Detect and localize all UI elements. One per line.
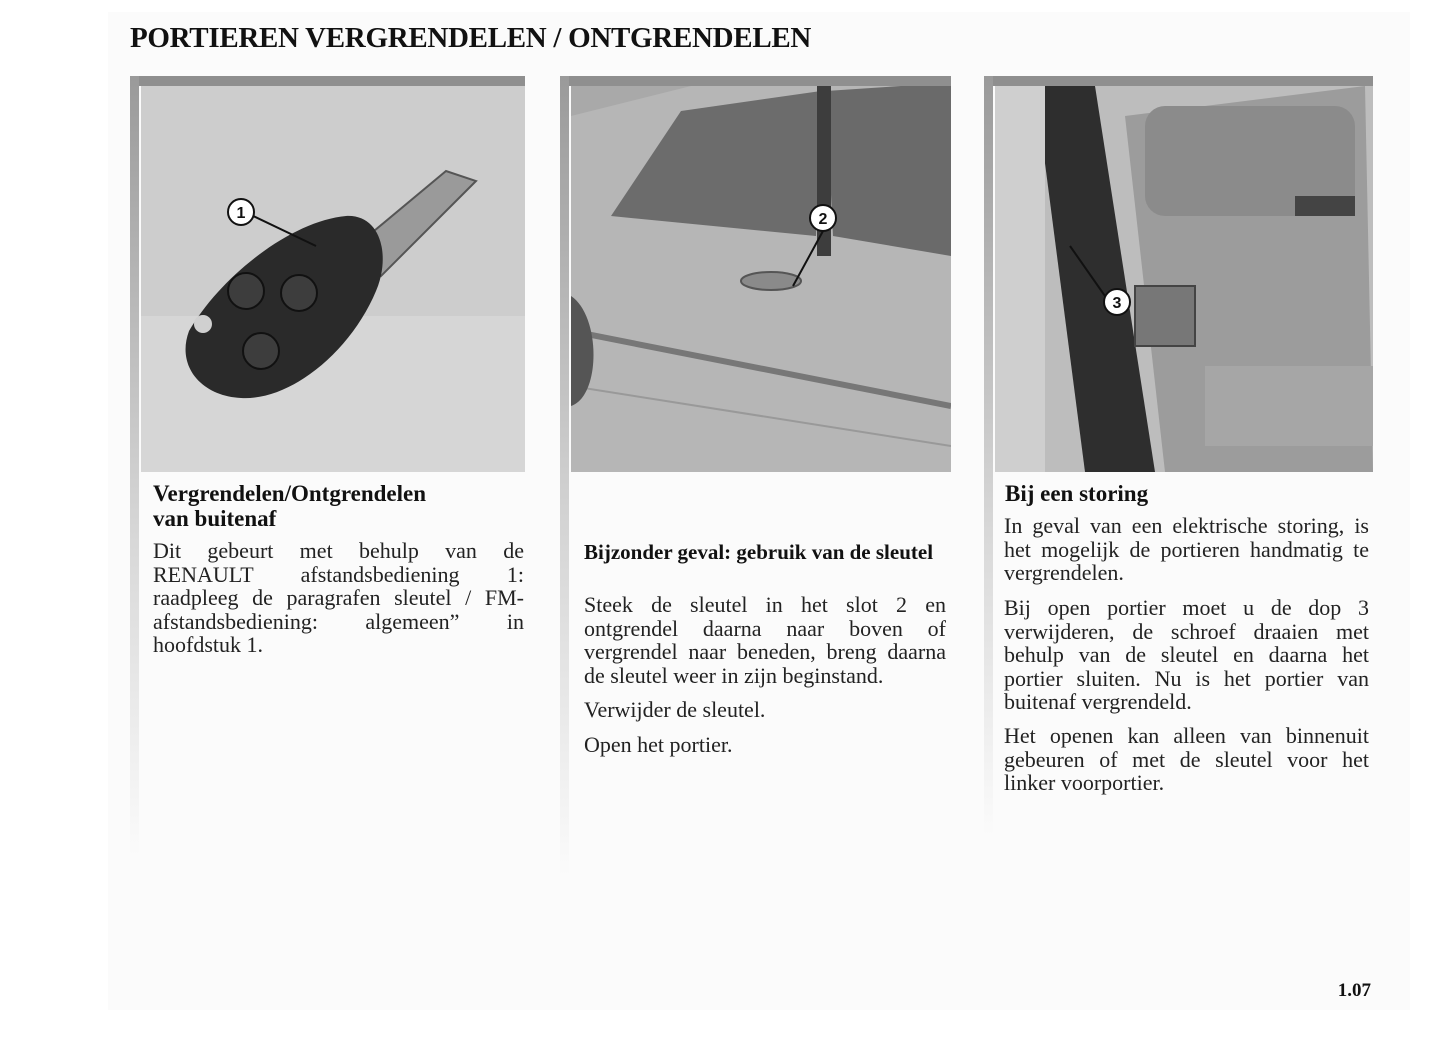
- page-number: 1.07: [1337, 980, 1371, 1001]
- column-2-paragraph-3: Open het portier.: [584, 732, 733, 757]
- remote-key-photo: [141, 86, 525, 472]
- column-3-top-bar: [984, 76, 1373, 86]
- column-2-paragraph-1: Steek de sleutel in het slot 2 en ontgrendel daarna naar boven of vergrendel naar beneden, breng daarna de sleutel weer in zijn beginstand.: [584, 592, 946, 688]
- column-3-paragraph-3: Het openen kan alleen van binnenuit gebeuren of met de sleutel voor het linker voorportier.: [1004, 723, 1369, 795]
- door-lock-illustration: [995, 86, 1373, 472]
- column-1-heading: [153, 481, 525, 531]
- column-2-paragraph-2: Verwijder de sleutel.: [584, 697, 766, 722]
- callout-2: 2: [818, 211, 828, 228]
- column-1-side-bar: [130, 76, 139, 856]
- callout-1: 1: [236, 205, 246, 222]
- column-3-heading: Bij een storing: [1005, 481, 1149, 506]
- column-2-heading: Bijzonder geval: gebruik van de sleutel: [584, 540, 934, 564]
- car-door-photo: [571, 86, 951, 472]
- column-1-heading-line2: van buitenaf: [153, 506, 277, 531]
- car-door-illustration: [571, 86, 951, 472]
- column-3-paragraph-1: In geval van een elektrische storing, is het mogelijk de portieren handmatig te vergrendelen.: [1004, 513, 1369, 585]
- callout-3: 3: [1112, 295, 1122, 312]
- column-1-paragraph: Dit gebeurt met behulp van de RENAULT afstandsbediening 1: raadpleeg de paragrafen sleutel / FM-afstandsbediening: algemeen” in hoofdstuk 1.: [153, 538, 524, 657]
- door-lock-photo: [995, 86, 1373, 472]
- column-3-paragraph-2: Bij open portier moet u de dop 3 verwijderen, de schroef draaien met behulp van de sleutel en daarna het portier sluiten. Nu is het portier van buitenaf vergrendeld.: [1004, 595, 1369, 714]
- column-3-side-bar: [984, 76, 993, 836]
- page-title: PORTIEREN VERGRENDELEN / ONTGRENDELEN: [130, 22, 812, 54]
- column-1-top-bar: [130, 76, 525, 86]
- column-1-heading-line1: Vergrendelen/Ontgrendelen: [153, 481, 427, 506]
- remote-key-illustration: [141, 86, 525, 472]
- column-2-top-bar: [560, 76, 951, 86]
- column-2-side-bar: [560, 76, 569, 876]
